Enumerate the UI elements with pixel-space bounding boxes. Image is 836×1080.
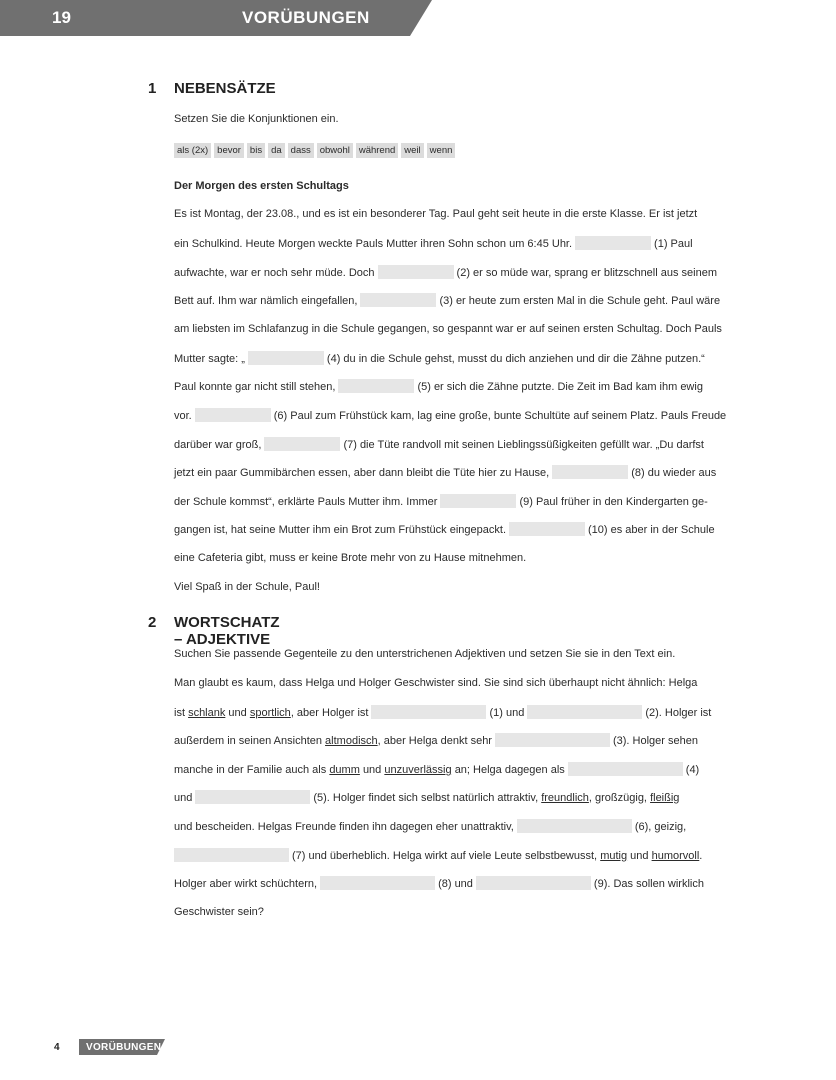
chip: als (2x) [174,143,211,158]
story-line: am liebsten im Schlafanzug in die Schule gegangen, so gespannt war er auf seinen ersten Schultag. Doch Pauls [174,323,722,335]
story-line: aufwachte, war er noch sehr müde. Doch (2) er so müde war, sprang er blitzschnell aus seinem [174,267,717,279]
story-line: eine Cafeteria gibt, muss er keine Brote mehr von zu Hause mitnehmen. [174,552,527,564]
blank-field[interactable] [264,437,340,451]
adjective-line: außerdem in seinen Ansichten altmodisch, aber Helga denkt sehr (3). Holger sehen [174,735,698,747]
chip: weil [401,143,423,158]
blank-field[interactable] [195,790,310,804]
blank-field[interactable] [568,762,683,776]
blank-field[interactable] [338,379,414,393]
section-2-instruction: Suchen Sie passende Gegenteile zu den unterstrichenen Adjektiven und setzen Sie sie in den Text ein. [174,648,676,660]
section-2-number: 2 [148,614,157,631]
chip: obwohl [317,143,353,158]
underlined-adjective: altmodisch [325,735,378,747]
underlined-adjective: dumm [329,764,360,776]
underlined-adjective: mutig [600,850,628,862]
chip: während [356,143,398,158]
story-line: Paul konnte gar nicht still stehen, (5) er sich die Zähne putzte. Die Zeit im Bad kam ihm ewig [174,381,703,393]
chip: bis [247,143,265,158]
section-1-instruction: Setzen Sie die Konjunktionen ein. [174,113,339,125]
section-1-title: NEBENSÄTZE [174,80,276,97]
chip: dass [288,143,314,158]
story-line: Es ist Montag, der 23.08., und es ist ein besonderer Tag. Paul geht seit heute in die erste Klasse. Er ist jetzt [174,208,698,220]
underlined-adjective: sportlich [249,707,291,719]
blank-field[interactable] [320,876,435,890]
underlined-adjective: schlank [188,707,226,719]
story-line: Viel Spaß in der Schule, Paul! [174,581,320,593]
adjective-line: Man glaubt es kaum, dass Helga und Holger Geschwister sind. Sie sind sich überhaupt nicht ähnlich: Helga [174,677,698,689]
blank-field[interactable] [371,705,486,719]
header-title: VORÜBUNGEN [242,8,370,27]
story-line: Mutter sagte: „ (4) du in die Schule gehst, musst du dich anziehen und dir die Zähne putzen.“ [174,353,705,365]
underlined-adjective: humorvoll [651,850,700,862]
story-line: ein Schulkind. Heute Morgen weckte Pauls Mutter ihren Sohn schon um 6:45 Uhr. (1) Paul [174,238,693,250]
blank-field[interactable] [509,522,585,536]
underlined-adjective: freundlich [541,792,589,804]
blank-field[interactable] [378,265,454,279]
section-1-number: 1 [148,80,157,97]
blank-field[interactable] [195,408,271,422]
underlined-adjective: unzuverlässig [384,764,452,776]
adjective-line: und bescheiden. Helgas Freunde finden ihn dagegen eher unattraktiv, (6), geizig, [174,821,687,833]
blank-field[interactable] [440,494,516,508]
adjective-line: ist schlank und sportlich, aber Holger ist (1) und (2). Holger ist [174,707,712,719]
story-title: Der Morgen des ersten Schultags [174,180,349,192]
blank-field[interactable] [248,351,324,365]
blank-field[interactable] [360,293,436,307]
chip: wenn [427,143,456,158]
blank-field[interactable] [476,876,591,890]
story-line: Bett auf. Ihm war nämlich eingefallen, (3) er heute zum ersten Mal in die Schule geht. Paul wäre [174,295,721,307]
story-line: jetzt ein paar Gummibärchen essen, aber dann bleibt die Tüte hier zu Hause, (8) du wieder aus [174,467,717,479]
story-line: darüber war groß, (7) die Tüte randvoll mit seinen Lieblingssüßigkeiten gefüllt war. „Du darfst [174,439,704,451]
chip: da [268,143,285,158]
blank-field[interactable] [552,465,628,479]
footer-page-number: 4 [54,1042,60,1053]
blank-field[interactable] [575,236,651,250]
story-line: gangen ist, hat seine Mutter ihm ein Brot zum Frühstück eingepackt. (10) es aber in der Schule [174,524,715,536]
story-line: vor. (6) Paul zum Frühstück kam, lag eine große, bunte Schultüte auf seinem Platz. Pauls Freude [174,410,727,422]
section-2-title: WORTSCHATZ – ADJEKTIVE [174,614,280,648]
adjective-line: Geschwister sein? [174,906,264,918]
underlined-adjective: fleißig [650,792,680,804]
adjective-line: manche in der Familie auch als dumm und unzuverlässig an; Helga dagegen als (4) [174,764,700,776]
chip: bevor [214,143,244,158]
adjective-line: und (5). Holger findet sich selbst natürlich attraktiv, freundlich, großzügig, fleißig [174,792,680,804]
blank-field[interactable] [174,848,289,862]
blank-field[interactable] [495,733,610,747]
blank-field[interactable] [527,705,642,719]
footer-tag-label: VORÜBUNGEN [86,1042,162,1053]
adjective-line: (7) und überheblich. Helga wirkt auf viele Leute selbstbewusst, mutig und humorvoll. [174,848,702,863]
conjunction-chips [174,143,455,158]
story-line: der Schule kommst“, erklärte Pauls Mutter ihm. Immer (9) Paul früher in den Kindergarten ge- [174,496,708,508]
adjective-line: Holger aber wirkt schüchtern, (8) und (9). Das sollen wirklich [174,878,704,890]
header-page-number: 19 [52,8,71,27]
blank-field[interactable] [517,819,632,833]
